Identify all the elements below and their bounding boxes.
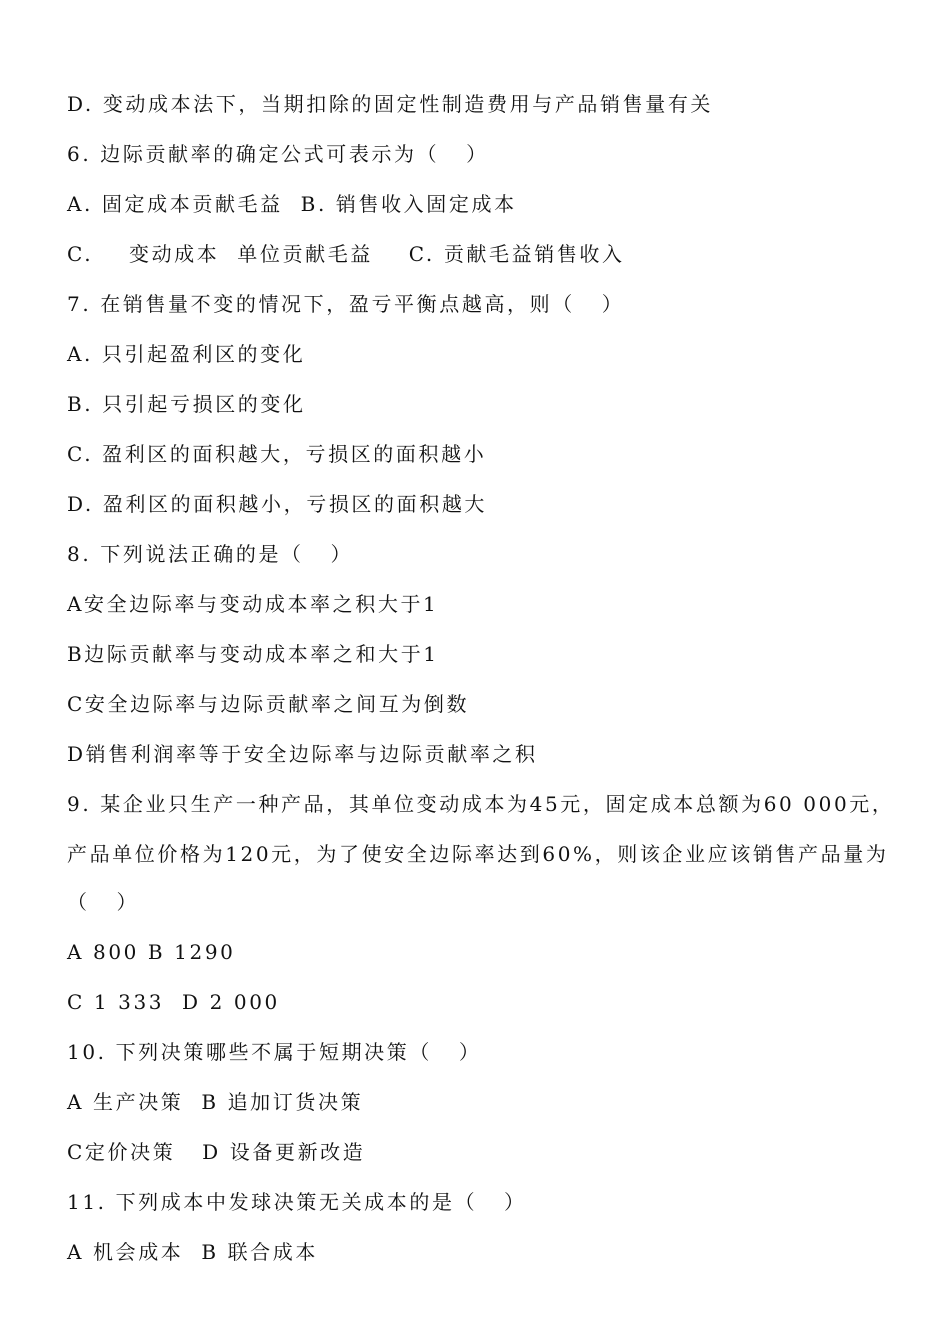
question-9-blank: （ ） xyxy=(67,890,140,914)
options-6ab: A. 固定成本贡献毛益 B. 销售收入固定成本 xyxy=(67,192,517,216)
options-9cd: C 1 333 D 2 000 xyxy=(67,990,280,1014)
question-11: 11. 下列成本中发球决策无关成本的是（ ） xyxy=(67,1190,527,1214)
option-8c: C安全边际率与边际贡献率之间互为倒数 xyxy=(67,692,470,716)
option-7a: A. 只引起盈利区的变化 xyxy=(67,342,306,366)
question-7: 7. 在销售量不变的情况下，盈亏平衡点越高，则（ ） xyxy=(67,292,625,316)
options-9ab: A 800 B 1290 xyxy=(67,940,236,964)
question-8: 8. 下列说法正确的是（ ） xyxy=(67,542,354,566)
options-11ab: A 机会成本 B 联合成本 xyxy=(67,1240,318,1264)
option-7d: D. 盈利区的面积越小，亏损区的面积越大 xyxy=(67,492,488,516)
option-8b: B边际贡献率与变动成本率之和大于1 xyxy=(67,642,439,666)
options-10ab: A 生产决策 B 追加订货决策 xyxy=(67,1090,364,1114)
options-6cd: C. 变动成本 单位贡献毛益 C. 贡献毛益销售收入 xyxy=(67,242,625,266)
option-8a: A安全边际率与变动成本率之积大于1 xyxy=(67,592,439,616)
question-9-line-2: 产品单位价格为120元，为了使安全边际率达到60%，则该企业应该销售产品量为 xyxy=(67,842,889,866)
question-10: 10. 下列决策哪些不属于短期决策（ ） xyxy=(67,1040,482,1064)
question-9-line-1: 9. 某企业只生产一种产品，其单位变动成本为45元，固定成本总额为60 000元， xyxy=(67,792,895,816)
option-7b: B. 只引起亏损区的变化 xyxy=(67,392,306,416)
question-6: 6. 边际贡献率的确定公式可表示为（ ） xyxy=(67,142,489,166)
option-5d: D. 变动成本法下，当期扣除的固定性制造费用与产品销售量有关 xyxy=(67,92,714,116)
options-10cd: C定价决策 D 设备更新改造 xyxy=(67,1140,366,1164)
option-7c: C. 盈利区的面积越大，亏损区的面积越小 xyxy=(67,442,487,466)
option-8d: D销售利润率等于安全边际率与边际贡献率之积 xyxy=(67,742,538,766)
